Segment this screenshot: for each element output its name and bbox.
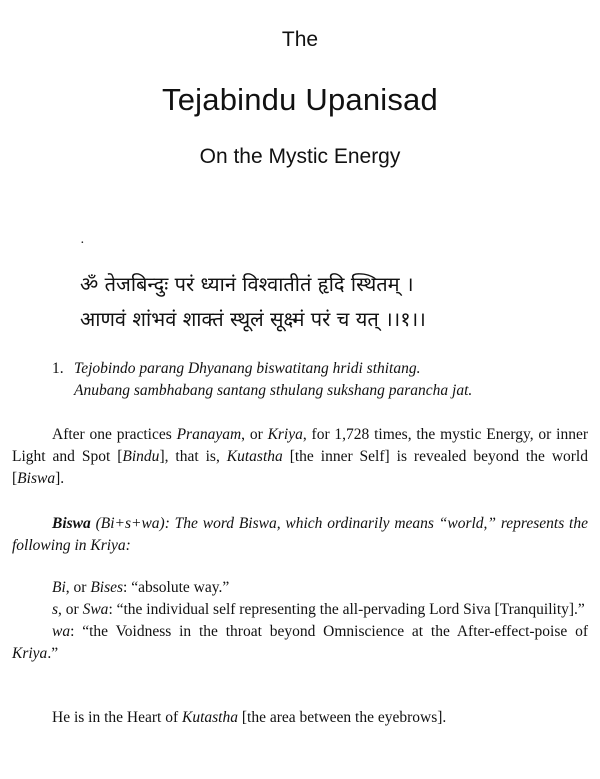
page-title: Tejabindu Upanisad bbox=[162, 82, 438, 117]
term-bises: Bises bbox=[90, 579, 124, 596]
heading-the: The bbox=[281, 28, 319, 51]
text: , or bbox=[58, 601, 83, 618]
term-kutastha: Kutastha bbox=[182, 709, 238, 726]
text: [the inner Self] is revealed beyond the world [ bbox=[12, 448, 588, 487]
term-s: s bbox=[52, 601, 59, 618]
verse-number: 1. bbox=[52, 360, 64, 377]
term-biswa: Biswa bbox=[17, 470, 56, 487]
term-kutastha: Kutastha bbox=[226, 448, 283, 465]
text: , or bbox=[65, 579, 91, 596]
text: .” bbox=[47, 645, 59, 662]
stray-mark: · bbox=[80, 236, 85, 251]
verse-line-1: Tejobindo parang Dhyanang biswatitang hridi sthitang. bbox=[74, 360, 421, 377]
term-kriya: Kriya bbox=[267, 426, 303, 443]
text: [the area between the eyebrows]. bbox=[237, 709, 447, 726]
sanskrit-line-2: आणवं शांभवं शाक्तं स्थूलं सूक्ष्मं परं च यत् ।।१।। bbox=[80, 307, 426, 331]
definition-wa bbox=[12, 621, 588, 665]
term-biswa-bold: Biswa bbox=[52, 515, 91, 532]
paragraph-biswa bbox=[12, 513, 588, 557]
term-bindu: Bindu bbox=[122, 448, 160, 465]
definitions-list bbox=[12, 577, 588, 665]
text: : “the Voidness in the throat beyond Omniscience at the After-effect-poise of bbox=[70, 623, 588, 640]
term-swa: Swa bbox=[82, 601, 109, 618]
paragraph-heart bbox=[12, 707, 588, 729]
paragraph-pranayam bbox=[12, 424, 588, 490]
definition-bi bbox=[12, 577, 588, 599]
text: After one practices bbox=[52, 426, 177, 443]
text: : “absolute way.” bbox=[123, 579, 230, 596]
text: , or bbox=[241, 426, 268, 443]
term-kriya: Kriya bbox=[12, 645, 48, 662]
term-pranayam: Pranayam bbox=[176, 426, 242, 443]
text: , for 1,728 times, the mystic Energy, or inner Light and Spot [ bbox=[12, 426, 588, 465]
sanskrit-line-1: ॐ तेजबिन्दुः परं ध्यानं विश्वातीतं हृदि स्थितम् । bbox=[80, 272, 414, 296]
definition-s bbox=[12, 599, 588, 621]
page-subtitle: On the Mystic Energy bbox=[199, 145, 401, 168]
text: (Bi+s+wa): The word Biswa, which ordinarily means “world,” represents the following in Kriya: bbox=[12, 515, 588, 554]
text: ]. bbox=[55, 470, 65, 487]
term-wa: wa bbox=[52, 623, 71, 640]
verse-transliteration bbox=[52, 358, 592, 402]
text: : “the individual self representing the all-pervading Lord Siva [Tranquility].” bbox=[108, 601, 585, 618]
text: He is in the Heart of bbox=[52, 709, 182, 726]
term-bi: Bi bbox=[52, 579, 66, 596]
text: ], that is, bbox=[159, 448, 227, 465]
verse-line-2: Anubang sambhabang santang sthulang sukshang parancha jat. bbox=[74, 382, 473, 399]
